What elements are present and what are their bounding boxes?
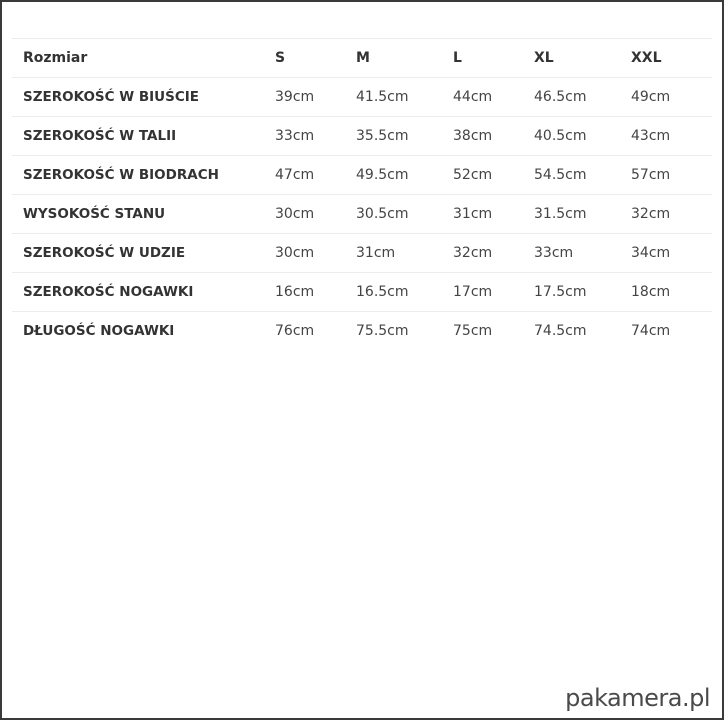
cell-l: 38cm [453,117,534,156]
size-table-body [12,78,712,351]
row-label: SZEROKOŚĆ NOGAWKI [12,273,275,312]
cell-s: 76cm [275,312,356,351]
cell-xxl: 43cm [631,117,712,156]
cell-xl: 74.5cm [534,312,631,351]
cell-l: 44cm [453,78,534,117]
cell-xl: 31.5cm [534,195,631,234]
row-label: SZEROKOŚĆ W UDZIE [12,234,275,273]
cell-s: 47cm [275,156,356,195]
header-row [12,39,712,78]
cell-l: 32cm [453,234,534,273]
cell-xl: 33cm [534,234,631,273]
cell-m: 49.5cm [356,156,453,195]
cell-xxl: 32cm [631,195,712,234]
header-size-label: Rozmiar [12,39,275,78]
cell-l: 31cm [453,195,534,234]
cell-s: 30cm [275,234,356,273]
cell-m: 30.5cm [356,195,453,234]
header-size-s: S [275,39,356,78]
pakamera-watermark: pakamera.pl [565,684,710,712]
row-label: WYSOKOŚĆ STANU [12,195,275,234]
cell-xl: 46.5cm [534,78,631,117]
header-size-xl: XL [534,39,631,78]
row-label: SZEROKOŚĆ W TALII [12,117,275,156]
header-size-xxl: XXL [631,39,712,78]
table-row [12,234,712,273]
table-row [12,195,712,234]
cell-s: 33cm [275,117,356,156]
cell-xxl: 18cm [631,273,712,312]
table-row [12,156,712,195]
size-table [12,38,712,350]
cell-m: 16.5cm [356,273,453,312]
cell-xxl: 34cm [631,234,712,273]
row-label: SZEROKOŚĆ W BIODRACH [12,156,275,195]
cell-xl: 40.5cm [534,117,631,156]
cell-xxl: 74cm [631,312,712,351]
header-size-m: M [356,39,453,78]
row-label: DŁUGOŚĆ NOGAWKI [12,312,275,351]
header-size-l: L [453,39,534,78]
cell-s: 39cm [275,78,356,117]
cell-xxl: 49cm [631,78,712,117]
cell-xxl: 57cm [631,156,712,195]
cell-l: 75cm [453,312,534,351]
cell-xl: 17.5cm [534,273,631,312]
cell-m: 31cm [356,234,453,273]
cell-m: 35.5cm [356,117,453,156]
cell-xl: 54.5cm [534,156,631,195]
table-row [12,312,712,351]
table-row [12,78,712,117]
cell-m: 41.5cm [356,78,453,117]
cell-s: 16cm [275,273,356,312]
cell-m: 75.5cm [356,312,453,351]
size-table-header [12,39,712,78]
cell-l: 52cm [453,156,534,195]
table-row [12,273,712,312]
cell-s: 30cm [275,195,356,234]
table-row [12,117,712,156]
row-label: SZEROKOŚĆ W BIUŚCIE [12,78,275,117]
cell-l: 17cm [453,273,534,312]
